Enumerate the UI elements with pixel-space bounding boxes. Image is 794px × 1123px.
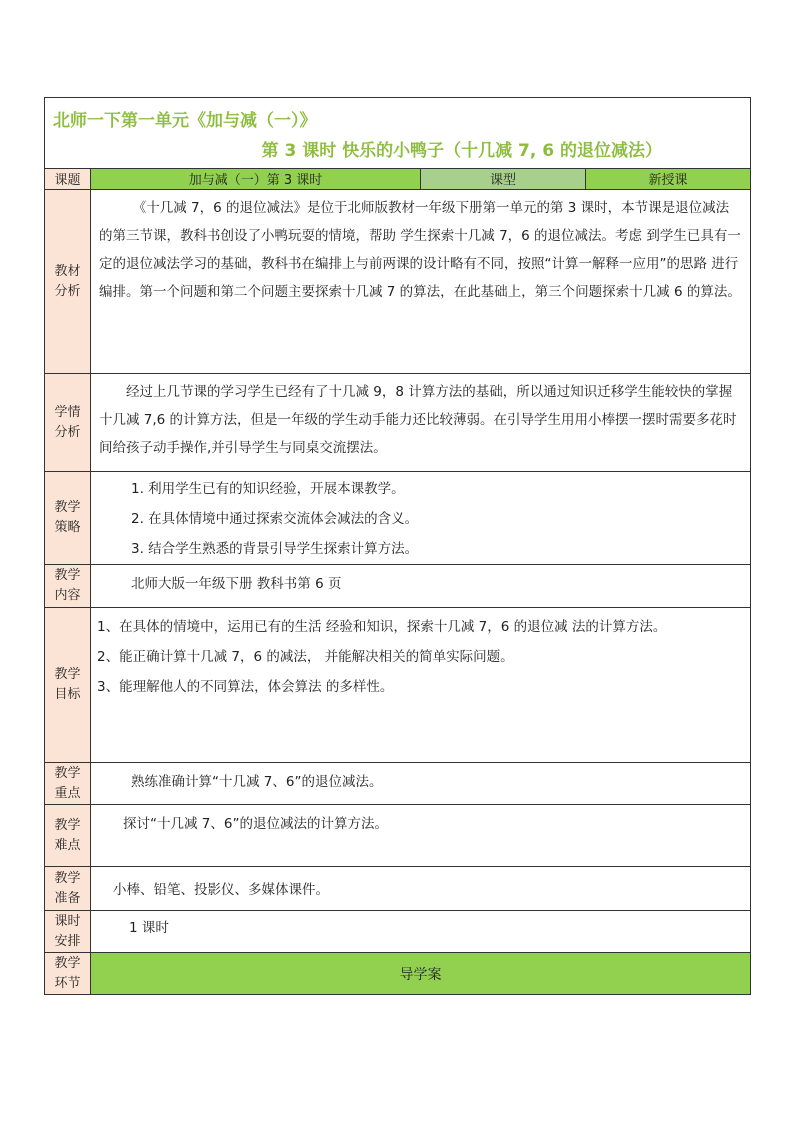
preparation-label <box>45 867 91 911</box>
difficulties-cell <box>91 805 751 867</box>
unit-title: 北师一下第一单元《加与减（一）》 <box>53 111 317 131</box>
lesson-type-value: 新授课 <box>586 169 751 190</box>
learner-analysis-cell <box>91 374 751 472</box>
learner-analysis-label-text: 学情分析 <box>54 404 81 440</box>
header-lesson-cell <box>45 136 751 169</box>
difficulties-text: 探讨“十几减 7、6”的退位减法的计算方法。 <box>123 816 388 832</box>
preparation-text: 小棒、铅笔、投影仪、多媒体课件。 <box>113 882 329 898</box>
header-unit-cell <box>45 98 751 137</box>
teaching-strategy-label <box>45 472 91 565</box>
textbook-analysis-label <box>45 190 91 374</box>
learner-analysis-label <box>45 374 91 472</box>
teaching-content-label-text: 教学内容 <box>54 568 81 603</box>
topic-label: 课题 <box>45 169 91 190</box>
teaching-strategy-list <box>91 472 750 564</box>
teaching-strategy-cell <box>91 472 751 565</box>
schedule-text: 1 课时 <box>129 920 169 936</box>
schedule-cell <box>91 911 751 953</box>
key-points-label-text: 教学重点 <box>54 765 81 801</box>
teaching-goals-label-text: 教学目标 <box>54 667 81 702</box>
key-points-label <box>45 763 91 805</box>
teaching-content-text: 北师大版一年级下册 教科书第 6 页 <box>131 576 342 592</box>
teaching-content-cell <box>91 565 751 608</box>
key-points-cell <box>91 763 751 805</box>
preparation-label-text: 教学准备 <box>54 870 81 906</box>
teaching-strategy-label-text: 教学策略 <box>54 500 81 535</box>
textbook-analysis-label-text: 教材分析 <box>54 263 81 299</box>
learner-analysis-text: 经过上几节课的学习学生已经有了十几减 9，8 计算方法的基础，所以通过知识迁移学生能较快的掌握十几减 7,6 的计算方法，但是一年级的学生动手能力还比较薄弱。在引导学生用用小棒摆一摆时需要多花时间给孩子动手操作,并引导学生与同桌交流摆法。 <box>99 384 737 456</box>
preparation-cell <box>91 867 751 911</box>
textbook-analysis-text: 《十几减 7，6 的退位减法》是位于北师版教材一年级下册第一单元的第 3 课时，本节课是退位减法的第三节课，教科书创设了小鸭玩耍的情境，帮助 学生探索十几减 7，6 的退位减法。考虑 到学生已具有一定的退位减法学习的基础，教科书在编排上与前两课的设计略有不同，按照“计算一解释一应用”的思路 进行编排。第一个问题和第二个问题主要探索十几减 7 的算法，在此基础上，第三个问题探索十几减 6 的算法。 <box>99 200 741 300</box>
difficulties-label-text: 教学难点 <box>54 817 81 853</box>
topic-value: 加与减（一）第 3 课时 <box>91 169 421 190</box>
process-label <box>45 953 91 995</box>
difficulties-label <box>45 805 91 867</box>
key-points-text: 熟练准确计算“十几减 7、6”的退位减法。 <box>131 774 383 790</box>
schedule-label <box>45 911 91 953</box>
lesson-plan-table <box>44 97 751 995</box>
process-value: 导学案 <box>91 953 751 995</box>
schedule-label-text: 课时安排 <box>54 913 81 949</box>
strategy-item: 1. 利用学生已有的知识经验，开展本课教学。 <box>131 481 405 497</box>
teaching-goals-cell <box>91 608 751 763</box>
goal-item: 2、能正确计算十几减 7，6 的减法， 并能解决相关的简单实际问题。 <box>97 649 514 665</box>
process-label-text: 教学环节 <box>54 955 81 991</box>
strategy-item: 3. 结合学生熟悉的背景引导学生探索计算方法。 <box>131 541 419 557</box>
strategy-item: 2. 在具体情境中通过探索交流体会减法的含义。 <box>131 511 419 527</box>
lesson-type-label: 课型 <box>421 169 586 190</box>
teaching-goals-list <box>91 608 750 702</box>
goal-item: 3、能理解他人的不同算法，体会算法 的多样性。 <box>97 679 394 695</box>
lesson-title: 第 3 课时 快乐的小鸭子（十几减 7, 6 的退位减法） <box>261 141 662 161</box>
textbook-analysis-cell <box>91 190 751 374</box>
goal-item: 1、在具体的情境中，运用已有的生活 经验和知识，探索十几减 7，6 的退位减 法的计算方法。 <box>97 619 667 635</box>
teaching-content-label <box>45 565 91 608</box>
teaching-goals-label <box>45 608 91 763</box>
